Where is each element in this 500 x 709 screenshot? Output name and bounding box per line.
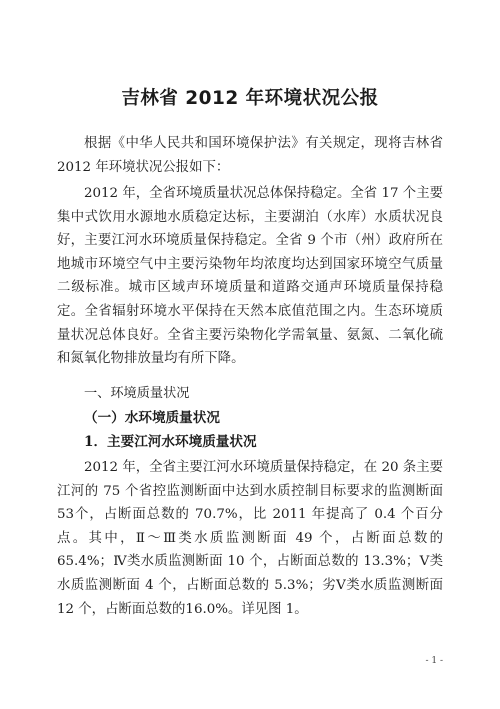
summary-paragraph xyxy=(57,182,443,371)
intro-paragraph xyxy=(57,132,443,179)
section-heading-1-1-1: 1．主要江河水环境质量状况 xyxy=(84,434,257,450)
section-heading-1: 一、环境质量状况 xyxy=(84,386,190,401)
rivers-text: 2012 年，全省主要江河水环境质量保持稳定，在 20 条主要江河的 75 个省控监测断面中达到水质控制目标要求的监测断面 53个，占断面总数的 70.7%，比 2011 年提高了 0.4 个百分点。其中，Ⅱ～Ⅲ类水质监测断面 49 个，占断面总数的 65.4%；Ⅳ类水质监测断面 10 个，占断面总数的 13.3%；Ⅴ类水质监测断面 4 个，占断面总数的 5.3%；劣Ⅴ类水质监测断面 12 个，占断面总数的16.0%。详见图 1。 xyxy=(57,460,443,617)
intro-text: 根据《中华人民共和国环境保护法》有关规定，现将吉林省2012 年环境状况公报如下： xyxy=(57,136,443,175)
document-title: 吉林省 2012 年环境状况公报 xyxy=(121,88,379,109)
summary-text: 2012 年，全省环境质量状况总体保持稳定。全省 17 个主要集中式饮用水源地水质稳定达标，主要湖泊（水库）水质状况良好，主要江河水环境质量保持稳定。全省 9 个市（州）政府所在地城市环境空气中主要污染物年均浓度均达到国家环境空气质量二级标准。城市区域声环境质量和道路交通声环境质量保持稳定。全省辐射环境水平保持在天然本底值范围之内。生态环境质量状况总体良好。全省主要污染物化学需氧量、氨氮、二氧化硫和氮氧化物排放量均有所下降。 xyxy=(57,186,443,367)
section-heading-1-1: （一）水环境质量状况 xyxy=(84,410,220,426)
page-number: - 1 - xyxy=(425,656,443,666)
rivers-paragraph xyxy=(57,456,443,621)
